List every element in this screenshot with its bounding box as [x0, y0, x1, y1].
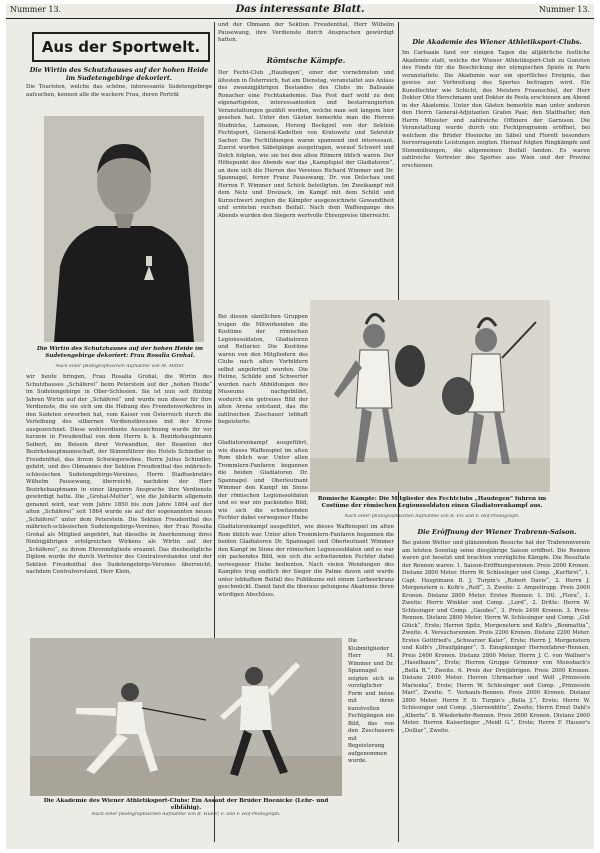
fencing-caption: Die Akademie des Wiener Athletiksport-Clubs: Ein Assaut der Brüder Hoenicke (Lehr- und elbfähig). — [43, 798, 329, 811]
fencing-photo — [30, 638, 342, 796]
left-article-intro: Die Touristen, welche das schöne, interessante Sudetengebirge aufsuchen, kennen alle die wackere Frau, deren Porträt — [26, 84, 212, 98]
gladiators-figure-icon — [310, 300, 550, 492]
portrait-caption: Die Wirtin des Schutzhauses auf der hohen Heide im Sudetengebirge dekoriert: Frau Rosalia Grohal. — [36, 346, 204, 359]
section-banner — [32, 32, 210, 62]
roman-fights-body-lower-left: Gladiatorenkampf ausgeführt, wie dieses Waffenspiel im alten Rom üblich war. Unter allen Trommlern-Fanfaren begannen die beiden Gladiatoren Dr. Spannagel und Oberleutnant Wimmer den Kampf im Sinne der römischen Legionssoldaten und es war ein packendes Bild, wie sich die schwitzenden Fechter dabei verwegener Hiebe — [218, 440, 308, 520]
athletic-club-headline: Die Akademie des Wiener Athletiksport-Clubs. — [412, 38, 582, 46]
roman-fights-body: Der Fecht-Club „Haudegen“, einer der vornehmsten und ältesten in Österreich, hat am Dienstag, veranstaltet aus Anlass des zwanzigjährigen Bestandes des Clubs im Ballsaale Ronacher eine Fechtakademie. Das Fest darf wohl zu den eigenartigsten, interessantesten und bestarrangierten Veranstaltungen gezählt werden, welche man seit langem hier gesehen hat. Unter den Gästen bemerkte man die Herren Studnicka, Lamezan, Herzog Beckgzel von der Sektion Fechtsport, General-Kadetten von Kratowetz und Sekretär Sacher. Die Fechtübungen waren spannend und interessant. Zuerst wurden Säbelgänge ausgetragen, worauf Schwert und Dolch folgten, wie sie bei den alten Römern üblich waren. Der Höhepunkt des Abends war das „Kampfspiel der Gladiatoren“, an dem sich die Herren des Vereines Richard Wimmer und Dr. Spannagel, ferner Franz Pausewang, Dr. von Dolschau und Herren F. Wimmer und Schick beteiligten. Im Zweikampf mit dem Netz und Dreizack, im Kampf mit dem Schild und Kurzschwert zeigten die Kämpfer ausgezeichnete Gewandtheit und ernteten reichen Beifall. Nach dem Waffengange des Abends wurden den Siegern wertvolle Ehrenpreise überreicht. — [218, 70, 394, 219]
roman-fights-headline: Römische Kämpfe. — [266, 56, 346, 65]
gladiator-credit: Nach einer photographischen Aufnahme von R. Fix und F. Hof-Photograph. — [344, 514, 520, 519]
portrait-figure-icon — [44, 116, 204, 342]
portrait-photo — [44, 116, 204, 342]
left-article-body: wir heute bringen, Frau Rosalia Grohal, die Wirtin des Schutzhauses „Schäferei“ beim Peterstein auf der „hohen Heide“ im Sudetengebirge in Ober-Schlesien. Sie ist nun seit fünfzig Jahren Wirtin auf der „Schäferei“ und wurde nun dieser für ihre Verdienste, die sie sich um die Hebung des Fremdenverkehres in den Sudeten erworben hat, vom Kaiser von Österreich durch die Verleihung des silbernen Verdienstkreuzes mit der Krone ausgezeichnet. Diese wohlverdiente Auszeichnung wurde ihr vor kurzem in Freudenthal von dem Herrn k. k. Bezirkshauptmann Seibert, im Beisein ihrer Verwandten, der Beamten der Bezirkshauptmannschaft, der Stimmführer des Hotels Schindler in Freudenthal, das ihrem Schwiegersohne, Herrn Julius Schindler, gehört, und des Obmannes der Sektion Freudenthal des mährisch-schlesischen Sudetengebirgs-Vereines, Herrn Stadtsekretärs Wilhelm Pausewang, überreicht, nachdem der Herr Bezirkshauptmann in einer längeren Ansprache ihre Verdienste gewürdigt hatte. Die „Grohal-Mutter“, wie die Jubilarin allgemein genannt wird, war vom Jahre 1850 bis zum Jahre 1864 auf der alten „Schäferei“ seit 1864 wurde sie auf der sogenannten neuen „Schäferei“ unter dem Peterstein. Die Sektion Freudenthal des mährisch-schlesischen Sudetengebirgs-Vereines, der Frau Rosalia Grohal als Mitglied angehört, hat dieselbe in Anerkennung ihres fünfzigjährigen erfolgreichen Wirkens als Wirtin auf der „Schäferei“, zu ihrem Ehrenmitgliede ernannt. Das diesbezügliche Diplom wurde ihr durch Vertreter des Centralvorstandes und der Sektion Freudenthal des Sudetengebirgs-Vereines überreicht, nachdem Centralvorstand, Herr Klein, — [26, 374, 212, 575]
section-banner-text: Aus der Sportwelt. — [41, 38, 201, 56]
middle-article-continuation: und der Obmann der Sektion Freudenthal, Herr Wilhelm Pausewang, ihre Verdienste durch Ansprachen gewürdigt hatten. — [218, 22, 394, 43]
page-number-left: Nummer 13. — [10, 5, 62, 14]
roman-fights-body-continued: Gladiatorenkampf ausgeführt, wie dieses Waffenspiel im alten Rom üblich war. Unter allen Trommlern-Fanfaren begannen die beiden Gladiatoren Dr. Spannagel und Oberleutnant Wimmer den Kampf im Sinne der römischen Legionssoldaten und es war ein packendes Bild, wie sich die schwitzenden Fechter dabei verwegener Hiebe bedienten. Nach vielen Wendungen des Kampfes trug endlich der Sieger die Palme davon und wurde unter lebhaftem Beifall des Publikums mit einem Lorbeerkranz geschmückt. Damit fand die überaus gelungene Akademie ihren würdigen Abschluss. — [218, 524, 394, 598]
page-number-right: Nummer 13. — [538, 5, 590, 14]
newspaper-title: Das interessante Blatt. — [235, 4, 365, 15]
fencing-credit: Nach einer photographischen Aufnahme von R. Huber, F. und F. Hof-Photograph. — [91, 812, 281, 817]
newspaper-page — [6, 4, 594, 849]
portrait-credit: Nach einer photographischen Aufnahme von M. Mitter. — [55, 364, 185, 369]
roman-fights-body-narrow: Bei diesen sämtlichen Gruppen trugen die Mitwirkenden die Kostüme der römischen Legionssoldaten, Gladiatoren und Retiarier. Die Kostüme waren von den Mitgliedern des Clubs nach alten Vorbildern selbst angefertigt worden. Die Helme, Schilde und Schwerter wurden nach Abbildungen des Museums nachgebildet, wodurch ein getreues Bild der alten Arena entstand, das die zahlreichen Zuschauer lebhaft begeisterte. — [218, 314, 308, 425]
athletic-club-body: Im Carlsaale fand vor einigen Tagen die alljährliche festliche Akademie statt, welche der Wiener Athletiksport-Club zu Gunsten des Fonds für die Beschickung der olympischen Spiele in Paris veranstaltete. Die Akademie war ein sportliches Ereignis, das gewiss zur Verbreitung des Sportes beitragen wird. Ein Kunstfechter wie Schicht, des Meisters Fraunschiel, der Herr Doktor Otto Herschmann und Doktor de Pesta erschienen am Abend in der Akademie. Unter den Gästen bemerkte man unter anderen den Herrn General-Adjutanten Grafen Paar, den Statthalter, den Herrn Minister und zahlreiche Offiziere der Garnison. Die Veranstaltung wurde durch ein Fechtprogramm eröffnet, bei welchem die Brüder Hoenicke im Säbel und Florett besonders hervorragende Leistungen zeigten. Hierauf folgten Ringkämpfe und Stemmübungen, die allgemeinen Beifall fanden. Es waren zahlreiche Vertreter des Sportes aus Wien und der Provinz erschienen. — [402, 50, 590, 169]
roman-fights-narrow-column: Die Klubmitglieder Herr M. Wimmer und Dr. Spannagel zeigten sich in vorzüglicher Form und boten mit ihren kunstvollen Fechtgängen ein Bild, das von den Zuschauern mit Begeisterung aufgenommen wurde. — [348, 638, 394, 764]
left-article-headline: Die Wirtin des Schutzhauses auf der hohen Heide im Sudetengebirge dekoriert. — [29, 66, 209, 82]
fencers-figure-icon — [30, 638, 342, 796]
trotting-season-body: Bei gutem Wetter und glänzendem Besuche hat der Trabrennverein am letzten Sonntag seine diesjährige Saison eröffnet. Die Rennen waren gut besetzt und brachten vorzügliche Kämpfe. Die Resultate der Rennen waren: 1. Saison-Eröffnungsrennen. Preis 2000 Kronen. Distanz 2800 Meter. Herrn W. Schlesinger und Comp. „Kurfürst“, 1. Capt. Hauptmann B. J. Turpin's „Robert Davis“, 2. Herrn J. Morgenstern u. Kolb's „Rolf“, 3. Zweite: 2. Ampeltrapp. Preis 2000 Kronen. Distanz 2800 Meter. Erstes Rennen: 1. Dtl. „Flora“, 1. Zweite: Herrn Winkler und Comp. „Lord“, 2. Dritte: Herrn W. Schlesinger und Comp. „Gaudes“, 3. Preis 2400 Kronen. 3. Preis-Rennen. Distanz 2800 Meter. Herrn W. Schlesinger und Comp. „Gut Glück“, Erste; Herren Spitz, Morgenstern und Kolb's „Bonmattia“, Zweite. 4. Versuchsrennen. Preis 2200 Kronen. Distanz 2200 Meter. Erstes Gottfried's „Schwarzer Kater“, Erste; Herrn J. Morgenstern und Kolb's „Draufgänger“. 5. Einspänniger Herrenfahrer-Rennen. Preis 2400 Kronen. Distanz 2800 Meter. Herrn J. C. von Wallner's „Haselbaum“, Erste; Herren Gruppe Grimmer von Meissbach's „Bella B.“, Zweite. 6. Preis der Dreijährigen. Preis 2000 Kronen. Distanz 2400 Meter. Herren Uhrmacher und Woll „Prinzessin Marienka“, Erste; Herrn W. Schlesinger und Comp. „Prinzessin Mari“, Zweite. 7. Verkaufs-Rennen. Preis 2000 Kronen. Distanz 2800 Meter. Herrn F. D. Turpin's „Bella J.“, Erste; Herrn W. Schlesinger und Comp. „Sternenblitz“, Zweite; Herrn Ernst Dahl's „Alberta“. 8. Wiederkehr-Rennen. Preis 2600 Kronen. Distanz 2600 Meter. Herren Kaiserlinger „Meidl G.“, Erste; Herrn F. Hauser's „Dolliar“, Zweite. — [402, 540, 590, 734]
page-header — [6, 4, 594, 19]
gladiator-photo — [310, 300, 550, 492]
gladiator-caption: Römische Kämpfe: Die Mitglieder des Fechtclubs „Haudegen“ führen im Costüme der römischen Legionssoldaten einen Gladiatorenkampf aus. — [317, 496, 547, 509]
trotting-season-headline: Die Eröffnung der Wiener Trabrenn-Saison. — [417, 528, 577, 536]
